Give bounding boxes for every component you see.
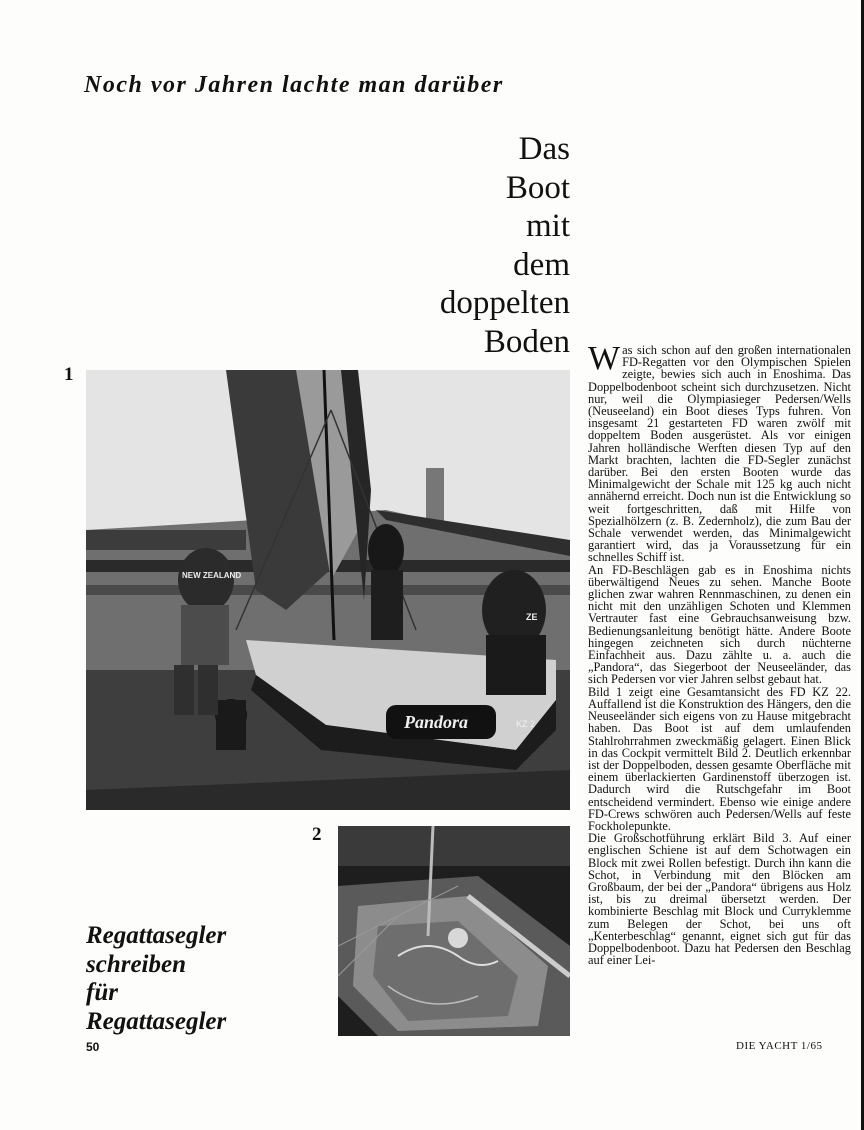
photo-boat-pandora <box>86 370 570 810</box>
drop-cap: W <box>588 340 621 377</box>
article-paragraph: Bild 1 zeigt eine Gesamtansicht des FD KZ 22. Auffallend ist die Konstruktion des Hängers, den die Neuseeländer sich eigens von zu Hause mitgebracht haben. Das Boot ist auf dem umlaufenden Stahlrohrrahmen zweckmäßig gelagert. Einen Blick in das Cockpit vermittelt Bild 2. Deutlich erkennbar ist der Doppelboden, dessen gesamte Oberfläche mit einem überlackierten Gardinenstoff überzogen ist. Dadurch wird die Rutschgefahr im Boot entscheidend vermindert. Ebenso wie einige andere FD-Crews schwören auch Pedersen/Wells auf feste Fockholepunkte. <box>588 684 851 833</box>
jacket-text-2: ZE <box>526 612 538 622</box>
hull-mark-text: KZ 2 <box>516 719 536 729</box>
headline-line: Boot <box>505 169 570 206</box>
subhead <box>86 922 336 1036</box>
photo-1-drawing <box>86 370 570 810</box>
hull-name-text: Pandora <box>404 712 469 732</box>
headline-line: dem <box>513 246 570 283</box>
headline-line: Das <box>518 131 570 167</box>
subhead-line: schreiben <box>86 950 186 978</box>
article-paragraph <box>588 340 851 565</box>
article-paragraph: Die Großschotführung erklärt Bild 3. Auf einer englischen Schiene ist auf dem Schotwagen ein Block mit zwei Rollen befestigt. Durch ihn kann die Schot, in Verbindung mit den Blöcken am Großbaum, der bei der „Pandora“ übrigens aus Holz ist, bis zu dreimal übersetzt werden. Der kombinierte Beschlag mit Block und Curryklemme zum Belegen der Schot, bei uns oft „Kenterbeschlag“ genannt, eignet sich gut für das Doppelbodenboot. Dazu hat Pedersen den Beschlag auf einer Lei- <box>588 831 851 968</box>
photo-2-drawing <box>338 826 570 1036</box>
headline <box>380 130 570 361</box>
jacket-text: NEW ZEALAND <box>182 571 242 580</box>
figure-2-number: 2 <box>312 824 322 845</box>
headline-line: doppelten <box>439 285 570 321</box>
photo-cockpit <box>338 826 570 1036</box>
figure-1-number: 1 <box>64 364 74 385</box>
page-number: 50 <box>86 1040 100 1054</box>
article-body <box>588 340 851 968</box>
article-paragraph-text: as sich schon auf den großen internationalen FD-Regatten vor den Olympischen Spielen zeigte, bewies sich auch in Enoshima. Das Doppelbodenboot scheint sich durchzusetzen. Nicht nur, weil die Olympiasieger Pedersen/Wells (Neuseeland) ein Boot dieses Typs fuhren. Von insgesamt 21 gestarteten FD waren zwölf mit doppeltem Boden ausgerüstet. Als vor einigen Jahren holländische Werften diesen Typ auf den Markt brachten, lachten die FD-Segler zunächst darüber. Bei den ersten Booten wurde das Minimalgewicht der Schale mit 125 kg auch nicht annähernd erreicht. Doch nun ist die Entwicklung so weit fortgeschritten, daß mit Hilfe von Spezialhölzern (z. B. Zedernholz), die zum Bau der Schale verwendet werden, das Minimalgewicht garantiert wird, das ja Voraussetzung für ein schnelles Schiff ist. <box>588 343 851 565</box>
kicker: Noch vor Jahren lachte man darüber <box>84 72 504 98</box>
article-paragraph: An FD-Beschlägen gab es in Enoshima nichts überwältigend Neues zu sehen. Manche Boote glichen zwar wahren Rennmaschinen, zu denen ein nicht mit den unzähligen Schoten und Klemmen Vertrauter fast eine Gebrauchsanweisung bzw. Bedienungsanleitung benötigt hätte. Andere Boote hingegen zeichneten sich durch nüchterne Einfachheit aus. Dazu zählte u. a. auch die „Pandora“, das Siegerboot der Neuseeländer, das sich Pedersen vor vier Jahren selbst gebaut hat. <box>588 562 851 687</box>
magazine-footer: DIE YACHT 1/65 <box>736 1040 823 1052</box>
headline-line: Boden <box>483 323 570 360</box>
subhead-line: für <box>86 979 118 1006</box>
subhead-line: Regattasegler <box>86 922 227 949</box>
subhead-line: Regattasegler <box>86 1007 227 1035</box>
headline-line: mit <box>525 208 570 244</box>
